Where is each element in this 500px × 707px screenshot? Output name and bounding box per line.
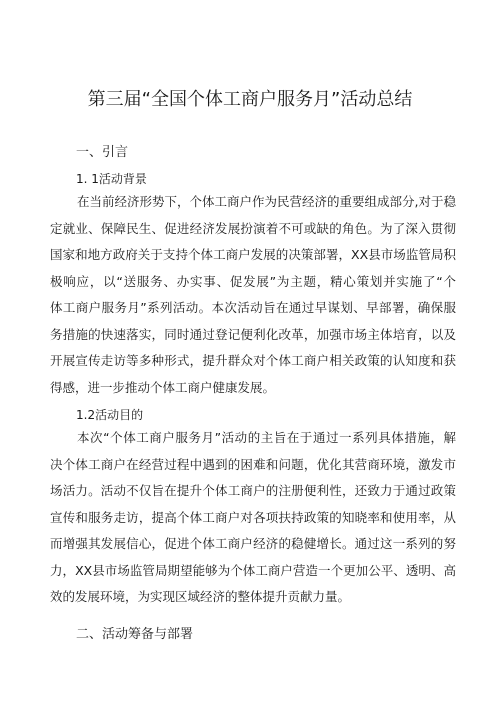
text-line: 效的发展环境，为实现区域经济的整体提升贡献力量。 — [50, 589, 351, 604]
text-line: 场活力。活动不仅旨在提升个体工商户的注册便利性，还致力于通过政策 — [50, 483, 456, 498]
paragraph-purpose — [50, 425, 456, 611]
text-line: 得感，进一步推动个体工商户健康发展。 — [50, 379, 276, 395]
text-line: 在当前经济形势下，个体工商户作为民营经济的重要组成部分,对于稳 — [77, 194, 456, 209]
text-line: 务措施的快速落实，同时通过登记便利化改革，加强市场主体培育，以及 — [50, 326, 456, 342]
text-line: 极响应，以“送服务、办实事、促发展”为主题，精心策划并实施了“个 — [50, 273, 456, 289]
section-heading-preparation: 二、活动筹备与部署 — [76, 627, 194, 642]
section-heading-introduction: 一、引言 — [76, 145, 129, 160]
text-line: 力，XX县市场监管局期望能够为个体工商户营造一个更加公平、透明、高 — [50, 562, 456, 578]
text-line: 开展宣传走访等多种形式，提升群众对个体工商户相关政策的认知度和获 — [50, 353, 456, 368]
text-line: 本次“个体工商户服务月”活动的主旨在于通过一系列具体措施，解 — [77, 430, 456, 445]
document-title: 第三届“全国个体工商户服务月”活动总结 — [87, 89, 413, 110]
text-line: 决个体工商户在经营过程中遇到的困难和问题，优化其营商环境，激发市 — [50, 456, 456, 472]
paragraph-background — [50, 189, 456, 401]
text-line: 体工商户服务月”系列活动。本次活动旨在通过早谋划、早部署，确保服 — [50, 300, 456, 315]
text-line: 国家和地方政府关于支持个体工商户发展的决策部署，XX县市场监管局积 — [50, 247, 456, 262]
text-line: 宣传和服务走访，提高个体工商户对各项扶持政策的知晓率和使用率，从 — [50, 509, 456, 525]
subsection-heading-background: 1. 1活动背景 — [76, 172, 147, 186]
subsection-heading-purpose: 1.2活动目的 — [76, 408, 144, 422]
text-line: 定就业、保障民生、促进经济发展扮演着不可或缺的角色。为了深入贯彻 — [50, 220, 456, 236]
text-line: 而增强其发展信心，促进个体工商户经济的稳健增长。通过这一系列的努 — [50, 536, 456, 551]
